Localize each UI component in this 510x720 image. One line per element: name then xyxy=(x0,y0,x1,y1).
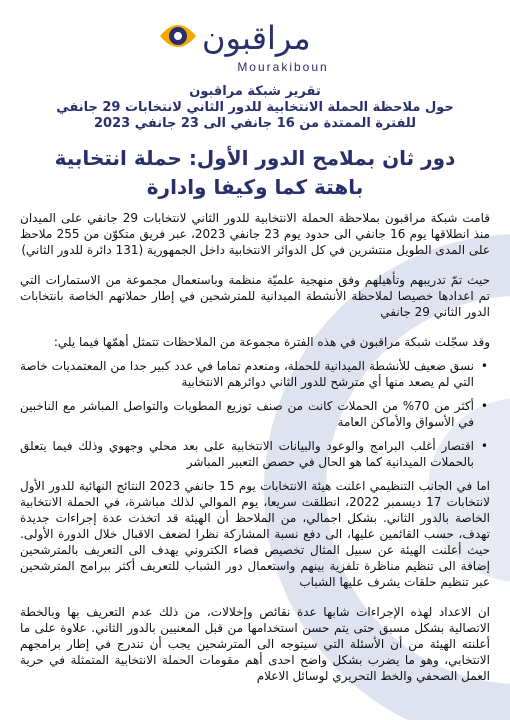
list-item xyxy=(20,398,488,430)
mourakiboun-logo xyxy=(150,10,360,78)
report-body xyxy=(20,210,490,698)
list-item xyxy=(20,438,488,470)
bullet-icon: • xyxy=(480,359,488,373)
logo-arabic-name: مراقبون xyxy=(202,19,311,57)
header-line-2: حول ملاحظة الحملة الانتخابية للدور الثاني لانتخابات 29 جانفي xyxy=(56,100,454,115)
paragraph-1: قامت شبكة مراقبون بملاحظة الحملة الانتخابية للدور الثاني لانتخابات 29 جانفي على الميدان منذ انطلاقها يوم 16 جانفي الى حدود يوم 23 جانفي 2023، عبر فريق متكوّن من 255 ملاحظ على المدى الطويل منتشرين في كل الدوائر الانتخابية داخل الجمهورية (131 دائرة للدور الثاني) xyxy=(20,211,491,257)
header-line-3: للفترة الممتدة من 16 جانفي الى 23 جانفي 2023 xyxy=(94,116,416,131)
list-item-text: نسق ضعيف للأنشطة الميدانية للحملة، ومنعدم تماما في عدد كبير جدا من المعتمديات خاصة التي لم يصعد منها أي مترشح للدور الثاني دوائرهم الانتخابية xyxy=(20,359,474,389)
bullet-icon: • xyxy=(480,439,488,453)
observations-list xyxy=(20,358,490,470)
paragraph-2: حيث تمّ تدريبهم وتأهيلهم وفق منهجية علميّة منظمة وباستعمال مجموعة من الاستمارات التي تم اعدادها خصيصا لملاحظة الأنشطة الميدانية للمترشحين في إطار حملاتهم الخاصة بانتخابات الدور الثاني 29 جانفي xyxy=(20,273,490,319)
bullet-icon: • xyxy=(480,399,488,413)
report-title: دور ثان بملامح الدور الأول: حملة انتخابية باهتة كما وكيفا وادارة xyxy=(54,146,456,199)
eye-icon xyxy=(156,14,200,58)
list-item-text: أكثر من 70% من الحملات كانت من صنف توزيع المطويات والتواصل المباشر مع الناخبين في الأسواق والأماكن العامة xyxy=(20,399,475,429)
logo-latin-name: Mourakiboun xyxy=(237,60,329,74)
paragraph-5: ان الاعداد لهذه الإجراءات شابها عدة نقائص وإخلالات، من ذلك عدم التعريف بها وبالخطة الاتصالية بشكل مسبق حتى يتم حسن استخدامها من قبل المعنيين بالدور الثاني. علاوة على ما أعلنته الهيئة من أن الأسئلة التي سيتوجه الى المترشحين يجب أن تندرج في إطار برامجهم الانتخابي، وهو ما يضرب بشكل واضح احدى أهم مقومات الحملة الانتخابية المتمثلة في حرية العمل الصحفي والخط التحريري لوسائل الاعلام xyxy=(20,605,490,683)
list-item-text: اقتصار أغلب البرامج والوعود والبيانات الانتخابية على بعد محلي وجهوي وذلك فيما يتعلق بالحملات الميدانية كما هو الحال في حصص التعبير المباشر xyxy=(20,439,474,469)
paragraph-4: اما في الجانب التنظيمي اعلنت هيئة الانتخابات يوم 15 جانفي 2023 النتائج النهائية للدور الأول لانتخابات 17 ديسمبر 2022، انطلقت سريعا، يوم الموالي لذلك مباشرة، في الحملة الانتخابية الخاصة بالدور الثاني. بشكل اجمالي، من الملاحظ أن الهيئة قد اتخذت عدة إجراءات جديدة تهدف، حسب القائمين عليها، الى دفع نسبة المشاركة نظرا لضعف الاقبال خلال الدورة الأولى. حيث أعلنت الهيئة عن سبيل المثال تخصيص فضاء الكتروني يهدف الى التعريف بالمترشحين إضافة الى تنظيم مناظرة تلفزية بينهم واستعمال دور الشباب للتعريف أكثر ببرامج المترشحين عبر تنظيم حلقات يشرف عليها الشباب xyxy=(20,479,490,589)
paragraph-3: وقد سجّلت شبكة مراقبون في هذه الفترة مجموعة من الملاحظات تتمثل أهمّها فيما يلي: xyxy=(53,335,490,349)
report-header xyxy=(20,84,490,132)
list-item xyxy=(20,358,488,390)
header-line-1: تقرير شبكة مراقبون xyxy=(189,84,321,99)
